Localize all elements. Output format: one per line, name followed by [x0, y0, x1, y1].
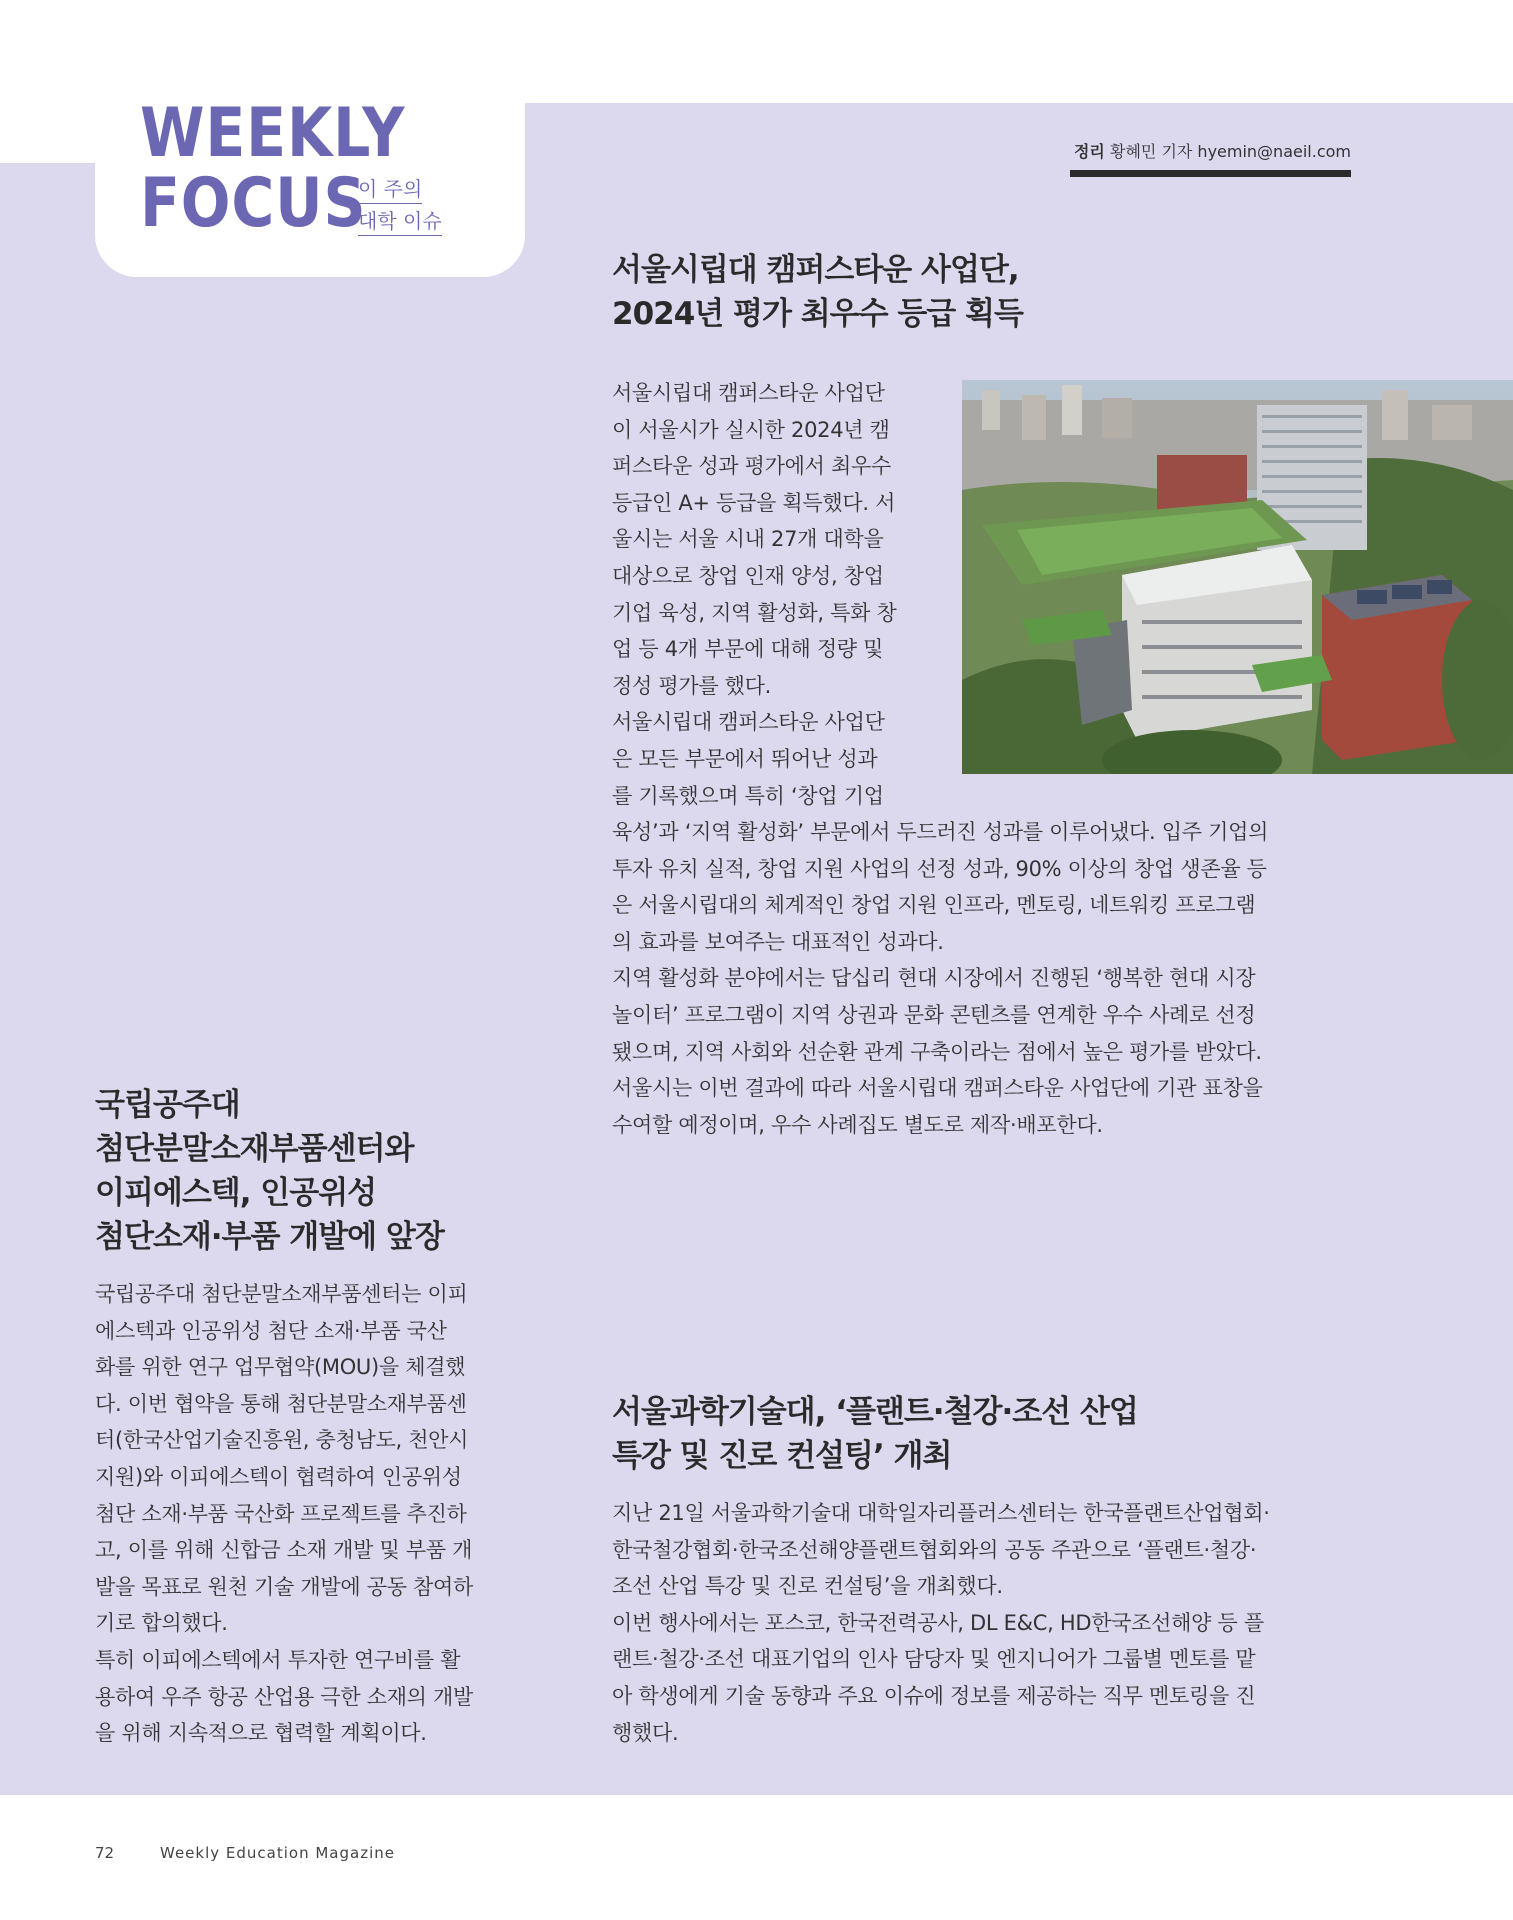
article2-text-line: 첨단 소재·부품 국산화 프로젝트를 추진하 [95, 1501, 467, 1526]
article3-text-line: 아 학생에게 기술 동향과 주요 이슈에 정보를 제공하는 직무 멘토링을 진 [612, 1683, 1256, 1708]
article2-text-line: 용하여 우주 항공 산업용 극한 소재의 개발 [95, 1684, 474, 1709]
article1-text-line: 투자 유치 실적, 창업 지원 사업의 선정 성과, 90% 이상의 창업 생존율 등 [612, 856, 1267, 881]
article1-text-line: 대상으로 창업 인재 양성, 창업 [612, 563, 884, 588]
focus-label: FOCUS [140, 164, 367, 243]
article1-text-line: 지역 활성화 분야에서는 답십리 현대 시장에서 진행된 ‘행복한 현대 시장 [612, 966, 1256, 991]
credit-underline [1070, 170, 1351, 177]
article1-body-full [612, 814, 1350, 1143]
article1-text-line: 서울시립대 캠퍼스타운 사업단 [612, 381, 885, 405]
article1-text-line: 놀이터’ 프로그램이 지역 상권과 문화 콘텐츠를 연계한 우수 사례로 선정 [612, 1002, 1256, 1027]
article2-text-line: 다. 이번 협약을 통해 첨단분말소재부품센 [95, 1391, 467, 1416]
article3-headline-line1: 서울과학기술대, ‘플랜트·철강·조선 산업 [612, 1394, 1138, 1430]
article2-text-line: 발을 목표로 원천 기술 개발에 공동 참여하 [95, 1574, 474, 1599]
article1-text-line: 의 효과를 보여주는 대표적인 성과다. [612, 929, 944, 954]
article3-headline [612, 1390, 1138, 1478]
article2-text-line: 특히 이피에스텍에서 투자한 연구비를 활 [95, 1647, 461, 1672]
article1-text-line: 를 기록했으며 특히 ‘창업 기업 [612, 783, 884, 808]
article2-headline-line: 첨단소재·부품 개발에 앞장 [95, 1219, 444, 1255]
article2-text-line: 국립공주대 첨단분말소재부품센터는 이피 [95, 1282, 468, 1306]
article1-text-line: 울시는 서울 시내 27개 대학을 [612, 527, 884, 552]
article2-body [95, 1276, 523, 1752]
article2-headline [95, 1083, 444, 1259]
page-number: 72 [95, 1844, 115, 1862]
article2-headline-line: 국립공주대 [95, 1087, 240, 1123]
article2-text-line: 기로 합의했다. [95, 1611, 228, 1636]
weekly-label: WEEKLY [140, 94, 406, 173]
article2-text-line: 고, 이를 위해 신합금 소재 개발 및 부품 개 [95, 1538, 473, 1563]
article1-text-line: 기업 육성, 지역 활성화, 특화 창 [612, 600, 897, 625]
article1-text-line: 서울시립대 캠퍼스타운 사업단 [612, 710, 885, 735]
editor-credit [1070, 139, 1351, 162]
article3-text-line: 한국철강협회·한국조선해양플랜트협회와의 공동 주관으로 ‘플랜트·철강· [612, 1537, 1257, 1562]
article1-text-line: 퍼스타운 성과 평가에서 최우수 [612, 454, 891, 479]
article3-body [612, 1495, 1350, 1751]
article2-text-line: 터(한국산업기술진흥원, 충청남도, 천안시 [95, 1428, 469, 1453]
article2-text-line: 화를 위한 연구 업무협약(MOU)을 체결했 [95, 1355, 466, 1380]
credit-text: 황혜민 기자 hyemin@naeil.com [1109, 142, 1351, 161]
focus-subtitle-1: 이 주의 [358, 176, 422, 204]
article1-text-line: 이 서울시가 실시한 2024년 캠 [612, 417, 890, 442]
magazine-name: Weekly Education Magazine [160, 1844, 395, 1862]
campus-photo [962, 380, 1513, 774]
article2-text-line: 을 위해 지속적으로 협력할 계획이다. [95, 1721, 427, 1746]
article3-text-line: 지난 21일 서울과학기술대 대학일자리플러스센터는 한국플랜트산업협회· [612, 1501, 1270, 1525]
article1-headline [612, 248, 1023, 336]
article1-text-line: 은 서울시립대의 체계적인 창업 지원 인프라, 멘토링, 네트워킹 프로그램 [612, 893, 1256, 918]
article1-headline-line1: 서울시립대 캠퍼스타운 사업단, [612, 252, 1019, 288]
article3-headline-line2: 특강 및 진로 컨설팅’ 개최 [612, 1438, 952, 1474]
article2-headline-line: 첨단분말소재부품센터와 [95, 1131, 414, 1167]
article1-text-line: 육성’과 ‘지역 활성화’ 부문에서 두드러진 성과를 이루어냈다. 입주 기업의 [612, 820, 1269, 844]
article3-text-line: 이번 행사에서는 포스코, 한국전력공사, DL E&C, HD한국조선해양 등 플 [612, 1610, 1264, 1635]
article1-body-wrapped [612, 375, 932, 814]
credit-label: 정리 [1073, 142, 1105, 161]
article2-headline-line: 이피에스텍, 인공위성 [95, 1175, 377, 1211]
article1-text-line: 업 등 4개 부문에 대해 정량 및 [612, 637, 884, 662]
article2-text-line: 지원)와 이피에스텍이 협력하여 인공위성 [95, 1464, 462, 1489]
article1-text-line: 등급인 A+ 등급을 획득했다. 서 [612, 490, 896, 515]
article1-text-line: 서울시는 이번 결과에 따라 서울시립대 캠퍼스타운 사업단에 기관 표창을 [612, 1076, 1263, 1101]
article3-text-line: 행했다. [612, 1720, 679, 1745]
article1-text-line: 정성 평가를 했다. [612, 673, 772, 698]
article1-text-line: 은 모든 부문에서 뛰어난 성과 [612, 746, 878, 771]
focus-subtitle-2: 대학 이슈 [358, 208, 442, 236]
article2-text-line: 에스텍과 인공위성 첨단 소재·부품 국산 [95, 1318, 447, 1343]
article3-text-line: 조선 산업 특강 및 진로 컨설팅’을 개최했다. [612, 1574, 1003, 1599]
article1-headline-line2: 2024년 평가 최우수 등급 획득 [612, 296, 1023, 332]
article3-text-line: 랜트·철강·조선 대표기업의 인사 담당자 및 엔지니어가 그룹별 멘토를 맡 [612, 1647, 1256, 1672]
article1-text-line: 됐으며, 지역 사회와 선순환 관계 구축이라는 점에서 높은 평가를 받았다. [612, 1039, 1262, 1064]
article1-text-line: 수여할 예정이며, 우수 사례집도 별도로 제작·배포한다. [612, 1112, 1103, 1137]
